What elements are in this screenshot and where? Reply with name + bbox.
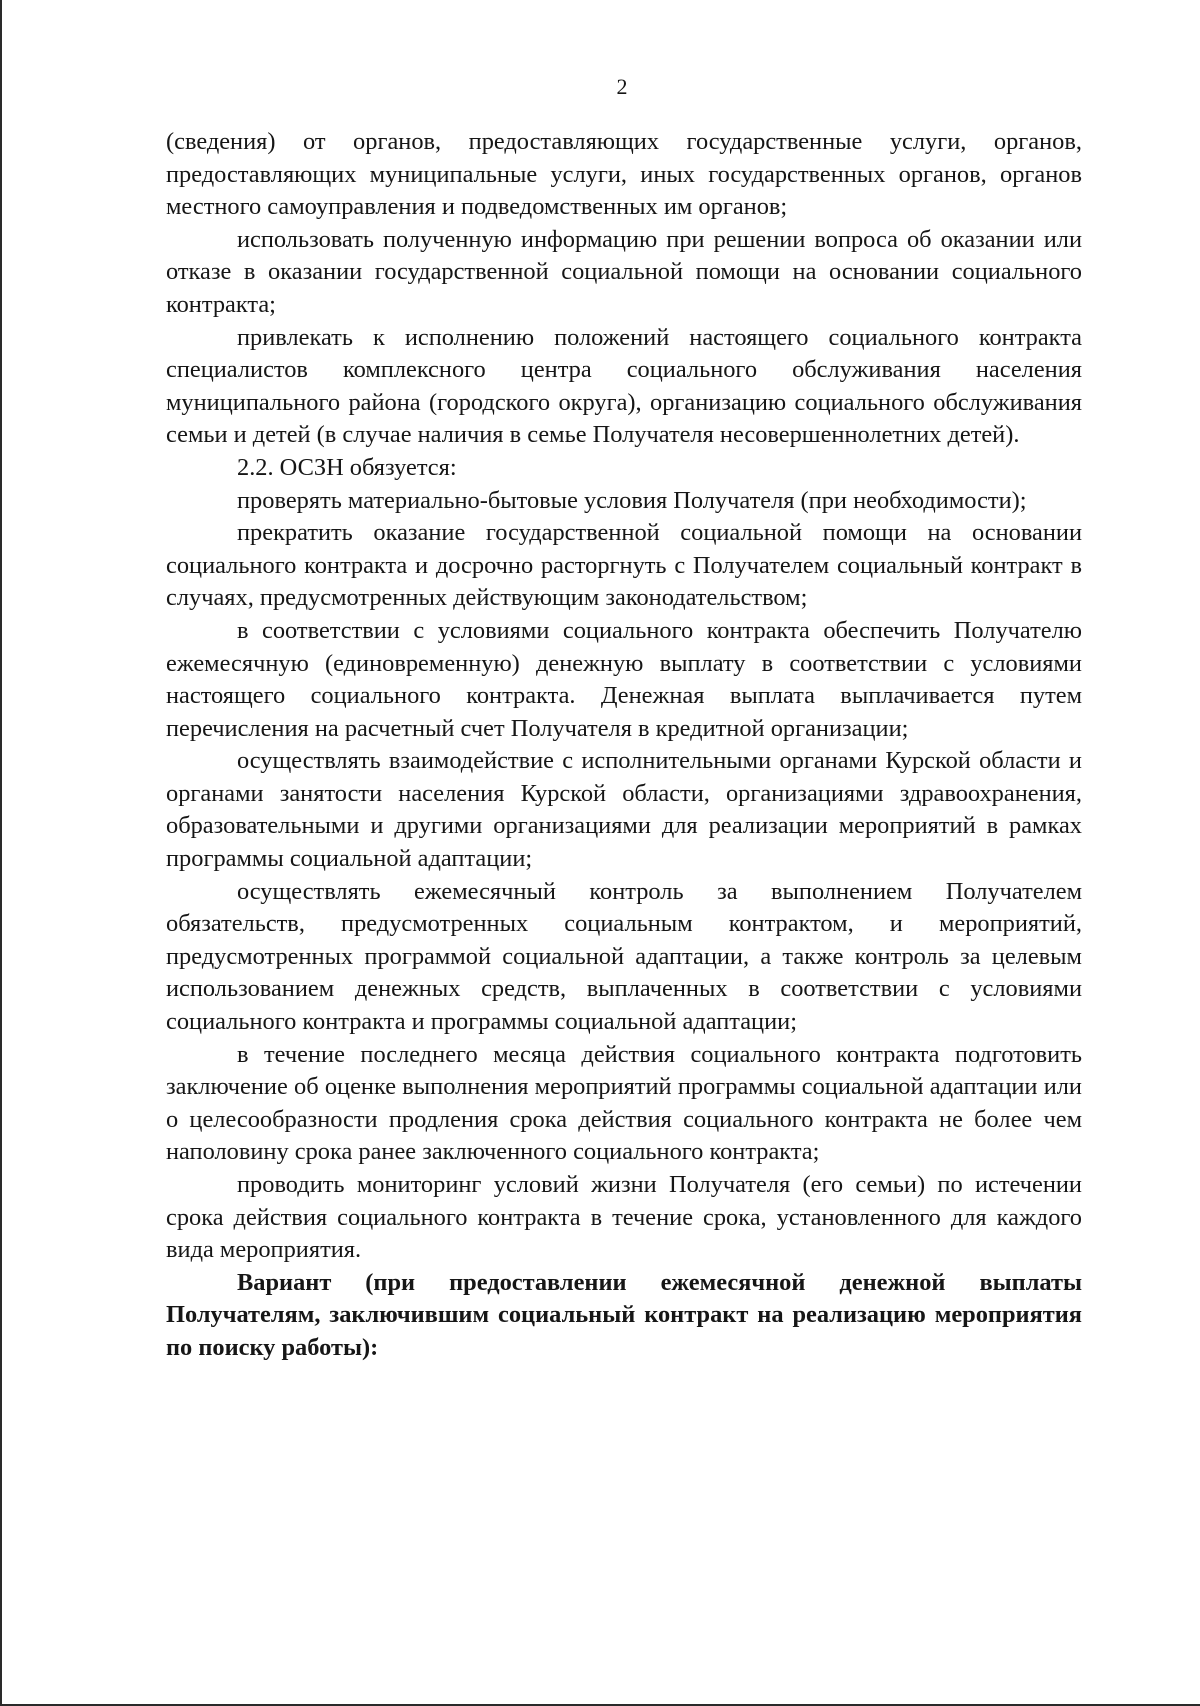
page-number: 2	[616, 74, 628, 99]
paragraph-8: осуществлять взаимодействие с исполнительными органами Курской области и органами занятости населения Курской области, организациями здравоохранения, образовательными и другими организациями для реализации мероприятий в рамках программы социальной адаптации;	[166, 747, 1082, 873]
paragraph-2: использовать полученную информацию при решении вопроса об оказании или отказе в оказании государственной социальной помощи на основании социального контракта;	[166, 225, 1082, 318]
paragraph-9: осуществлять ежемесячный контроль за выполнением Получателем обязательств, предусмотренных социальным контрактом, и мероприятий, предусмотренных программой социальной адаптации, а также контроль за целевым использованием денежных средств, выплаченных в соответствии с условиями социального контракта и программы социальной адаптации;	[166, 877, 1082, 1036]
paragraph-3: привлекать к исполнению положений настоящего социального контракта специалистов комплексного центра социального обслуживания населения муниципального района (городского округа), организацию социального обслуживания семьи и детей (в случае наличия в семье Получателя несовершеннолетних детей).	[166, 323, 1082, 449]
scan-border-left	[0, 0, 2, 1706]
section-heading-2-2: 2.2. ОСЗН обязуется:	[237, 453, 457, 481]
variant-heading: Вариант (при предоставлении ежемесячной денежной выплаты Получателям, заключившим социальный контракт на реализацию мероприятия по поиску работы):	[166, 1268, 1082, 1361]
paragraph-5: проверять материально-бытовые условия Получателя (при необходимости);	[237, 486, 1027, 514]
paragraph-10: в течение последнего месяца действия социального контракта подготовить заключение об оценке выполнения мероприятий программы социальной адаптации или о целесообразности продления срока действия социального контракта не более чем наполовину срока ранее заключенного социального контракта;	[166, 1040, 1082, 1166]
paragraph-6: прекратить оказание государственной социальной помощи на основании социального контракта и досрочно расторгнуть с Получателем социальный контракт в случаях, предусмотренных действующим законодательством;	[166, 519, 1082, 612]
paragraph-1: (сведения) от органов, предоставляющих государственные услуги, органов, предоставляющих муниципальные услуги, иных государственных органов, органов местного самоуправления и подведомственных им органов;	[166, 128, 1082, 221]
document-body	[166, 126, 1082, 1365]
paragraph-11: проводить мониторинг условий жизни Получателя (его семьи) по истечении срока действия социального контракта в течение срока, установленного для каждого вида мероприятия.	[166, 1171, 1082, 1264]
paragraph-7: в соответствии с условиями социального контракта обеспечить Получателю ежемесячную (единовременную) денежную выплату в соответствии с условиями настоящего социального контракта. Денежная выплата выплачивается путем перечисления на расчетный счет Получателя в кредитной организации;	[166, 616, 1082, 742]
